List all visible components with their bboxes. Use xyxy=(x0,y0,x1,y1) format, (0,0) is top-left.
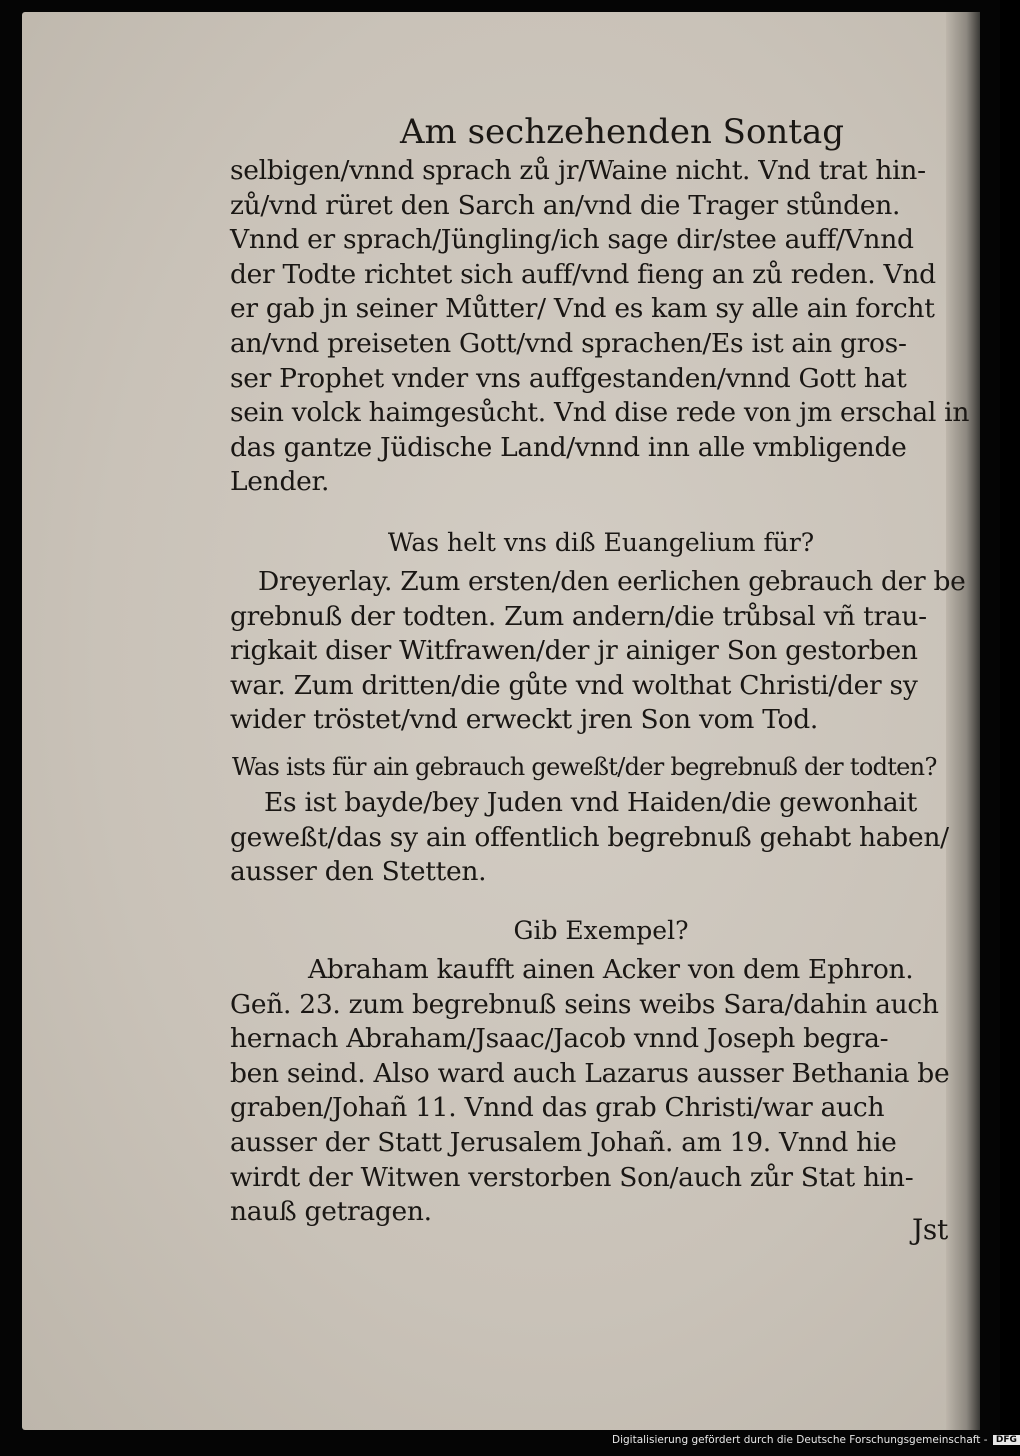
answer-block xyxy=(230,565,972,738)
text-line: ausser der Statt Jerusalem Johañ. am 19. Vnnd hie xyxy=(230,1126,897,1158)
text-line: graben/Johañ 11. Vnnd das grab Christi/war auch xyxy=(230,1092,885,1124)
text-line: Es ist bayde/bey Juden vnd Haiden/die gewonhait xyxy=(264,787,917,818)
digitization-credit xyxy=(612,1434,1020,1446)
text-line: Vnnd er sprach/Jüngling/ich sage dir/stee auff/Vnnd xyxy=(230,224,914,256)
answer-block xyxy=(230,786,972,890)
question-heading xyxy=(230,528,972,557)
text-line: an/vnd preiseten Gott/vnd sprachen/Es ist ain gros- xyxy=(230,327,907,359)
text-line: ser Prophet vnder vns auffgestanden/vnnd Gott hat xyxy=(230,362,907,394)
running-head: Am sechzehenden Sontag xyxy=(400,112,845,152)
text-line: Abraham kaufft ainen Acker von dem Ephron. xyxy=(308,954,914,985)
credit-text: Digitalisierung gefördert durch die Deutsche Forschungsgemeinschaft - xyxy=(612,1434,988,1446)
question-heading xyxy=(230,916,972,945)
text-line: zů/vnd rüret den Sarch an/vnd die Trager stůnden. xyxy=(230,189,901,221)
text-line: selbigen/vnnd sprach zů jr/Waine nicht. Vnd trat hin- xyxy=(230,155,926,186)
text-line: war. Zum dritten/die gůte vnd wolthat Christi/der sy xyxy=(230,669,918,701)
question-text: Was helt vns diß Euangelium für? xyxy=(387,528,815,557)
question-heading xyxy=(232,750,972,785)
text-line: geweßt/das sy ain offentlich begrebnuß gehabt haben/ xyxy=(230,821,949,853)
text-line: Lender. xyxy=(230,466,330,498)
text-line: der Todte richtet sich auff/vnd fieng an zů reden. Vnd xyxy=(230,258,936,290)
text-line: wider tröstet/vnd erweckt jren Son vom Tod. xyxy=(230,704,818,736)
gospel-text-block xyxy=(230,154,972,500)
text-line: grebnuß der todten. Zum andern/die trůbsal vñ trau- xyxy=(230,600,927,632)
catchword-text: Jst xyxy=(912,1213,948,1246)
text-line: ausser den Stetten. xyxy=(230,856,487,888)
text-line: rigkait diser Witfrawen/der jr ainiger Son gestorben xyxy=(230,635,918,667)
text-line: wirdt der Witwen verstorben Son/auch zůr Stat hin- xyxy=(230,1161,914,1193)
answer-block xyxy=(230,953,972,1230)
text-line: Dreyerlay. Zum ersten/den eerlichen gebrauch der be xyxy=(258,566,966,597)
text-line: Geñ. 23. zum begrebnuß seins weibs Sara/dahin auch xyxy=(230,988,939,1020)
question-text: Was ists für ain gebrauch geweßt/der begrebnuß der todten? xyxy=(232,753,937,781)
text-line: er gab jn seiner Můtter/ Vnd es kam sy alle ain forcht xyxy=(230,293,935,325)
catchword xyxy=(912,1213,972,1248)
text-line: sein volck haimgesůcht. Vnd dise rede von jm erschal in xyxy=(230,397,970,429)
dfg-logo: DFG xyxy=(993,1435,1020,1445)
text-line: ben seind. Also ward auch Lazarus ausser Bethania be xyxy=(230,1057,950,1089)
text-line: hernach Abraham/Jsaac/Jacob vnnd Joseph begra- xyxy=(230,1023,889,1055)
question-text: Gib Exempel? xyxy=(513,916,689,945)
text-line: nauß getragen. xyxy=(230,1196,432,1228)
text-line: das gantze Jüdische Land/vnnd inn alle vmbligende xyxy=(230,431,907,463)
